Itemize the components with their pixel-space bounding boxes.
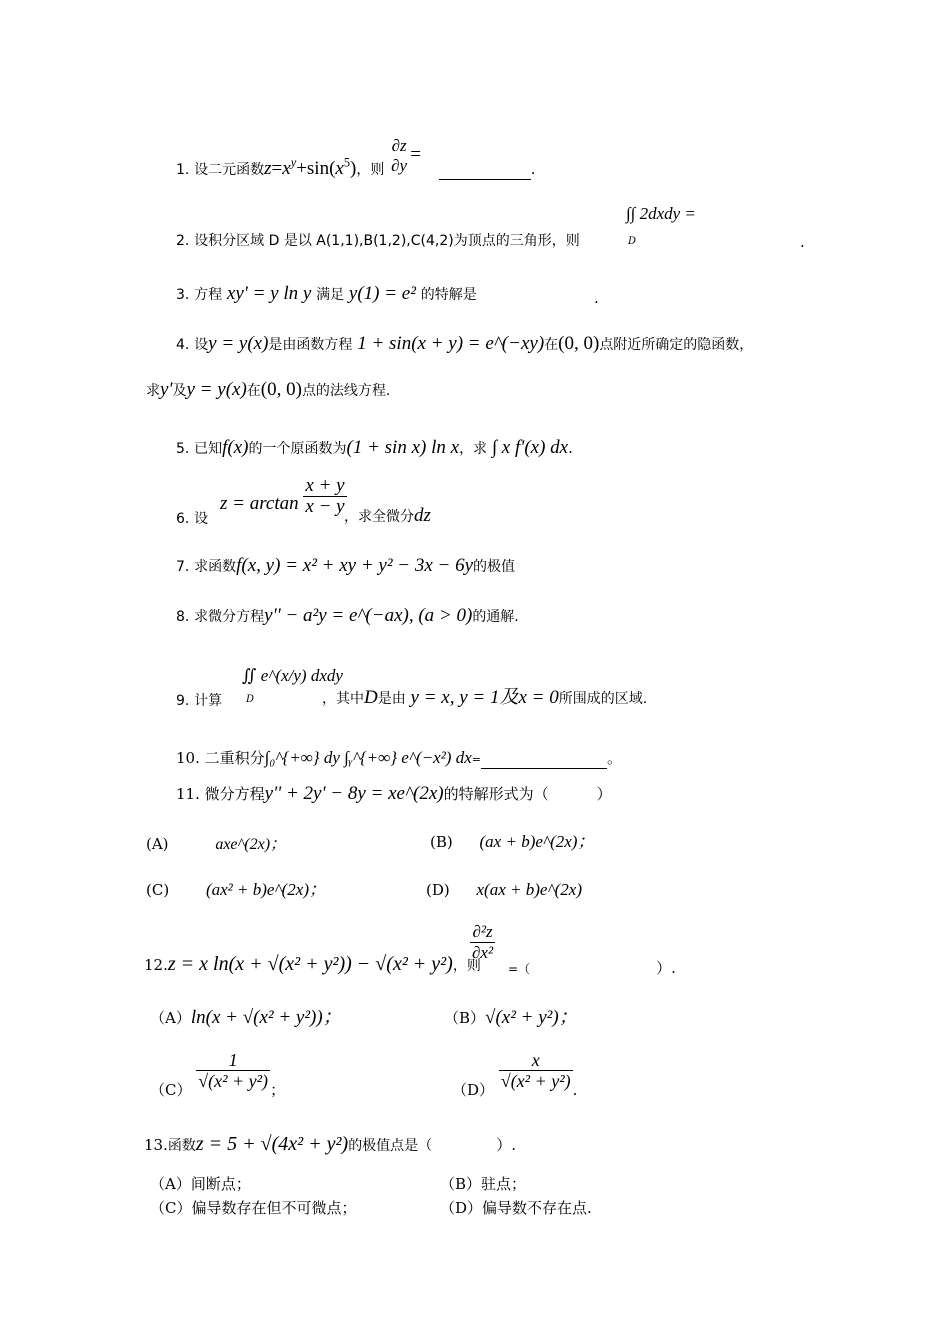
q2-integral: ∫∫ 2dxdy = bbox=[626, 204, 696, 223]
q1-answer-blank[interactable] bbox=[439, 159, 531, 180]
question-9-tail: ，其中D是由 y = x, y = 1及x = 0所围成的区域. bbox=[322, 687, 648, 708]
question-6: 6. 设 bbox=[176, 511, 209, 527]
q2-subscript: D bbox=[628, 236, 637, 247]
q12-tail: =（ ）. bbox=[508, 959, 676, 977]
q12-fraction: $\frac{\text{∂²z}}{\text{∂x²}}$ bbox=[472, 922, 494, 962]
q3-end: . bbox=[594, 289, 599, 307]
question-9: 9. 计算 bbox=[176, 693, 223, 709]
q12-option-d[interactable]: （D） $\frac{x}{\text{√(x² + y²)}}$ . bbox=[452, 1050, 578, 1099]
q2-end: . bbox=[800, 233, 805, 251]
q12-option-a[interactable]: （A）ln(x + √(x² + y²))； bbox=[150, 1007, 342, 1028]
q6-tail: ，求全微分dz bbox=[344, 505, 431, 526]
question-2: 2. 设积分区域 D 是以 A(1,1),B(1,2),C(4,2)为顶点的三角形，则 bbox=[176, 233, 580, 249]
question-4-line2: 求y'及y = y(x)在(0, 0)点的法线方程. bbox=[146, 379, 391, 400]
question-1: 1. 设二元函数$z=x^y+\sin(x^5)$，则 ∂z ∂y = . bbox=[176, 136, 536, 179]
question-12: 12.z = x ln(x + √(x² + y²)) − √(x² + y²)，则 bbox=[144, 953, 481, 975]
q12-option-c[interactable]: （C） $\frac{1}{\text{√(x² + y²)}}$ ； bbox=[150, 1050, 286, 1099]
question-10: 10. 二重积分∫₀^{+∞} dy ∫ᵧ^{+∞} e^(−x²) dx= 。 bbox=[176, 748, 622, 767]
question-5: 5. 已知f(x)的一个原函数为(1 + sin x) ln x，求 ∫ x f'(x) dx. bbox=[176, 437, 573, 458]
q9-integral: ∬ e^(x/y) dxdy bbox=[242, 666, 343, 685]
q13-option-a[interactable]: （A）间断点； bbox=[150, 1175, 251, 1193]
q1-formula: $z=x^y+\sin(x^5)$ bbox=[264, 155, 357, 179]
q13-option-d[interactable]: （D）偏导数不存在点. bbox=[440, 1199, 592, 1217]
question-11: 11. 微分方程y'' + 2y' − 8y = xe^(2x)的特解形式为（ ） bbox=[176, 783, 612, 804]
question-13: 13.函数z = 5 + √(4x² + y²)的极值点是（ ）. bbox=[144, 1133, 516, 1155]
q11-option-d[interactable]: (D) x(ax + b)e^(2x) bbox=[426, 880, 582, 899]
q1-fraction: ∂z ∂y bbox=[391, 136, 408, 175]
question-7: 7. 求函数f(x, y) = x² + xy + y² − 3x − 6y的极值 bbox=[176, 555, 516, 576]
q12-option-b[interactable]: （B）√(x² + y²)； bbox=[444, 1007, 578, 1028]
q10-answer-blank[interactable] bbox=[481, 748, 607, 769]
question-8: 8. 求微分方程y'' − a²y = e^(−ax), (a > 0)的通解. bbox=[176, 605, 519, 626]
q11-option-c[interactable]: (C) (ax² + b)e^(2x)； bbox=[146, 880, 326, 899]
question-4: 4. 设y = y(x)是由函数方程 1 + sin(x + y) = e^(−xy)在(0, 0)点附近所确定的隐函数， bbox=[176, 333, 754, 354]
q11-option-a[interactable]: (A) axe^(2x)； bbox=[146, 835, 287, 853]
q6-formula: z = arctan $\frac{x + y}{x - y}$ bbox=[220, 475, 345, 517]
q13-option-c[interactable]: （C）偏导数存在但不可微点； bbox=[150, 1199, 357, 1217]
q13-option-b[interactable]: （B）驻点； bbox=[440, 1175, 527, 1193]
q9-subscript: D bbox=[246, 694, 255, 705]
q11-option-b[interactable]: (B) (ax + b)e^(2x)； bbox=[430, 832, 595, 851]
question-3: 3. 方程 xy' = y ln y 满足 y(1) = e² 的特解是 bbox=[176, 283, 477, 304]
